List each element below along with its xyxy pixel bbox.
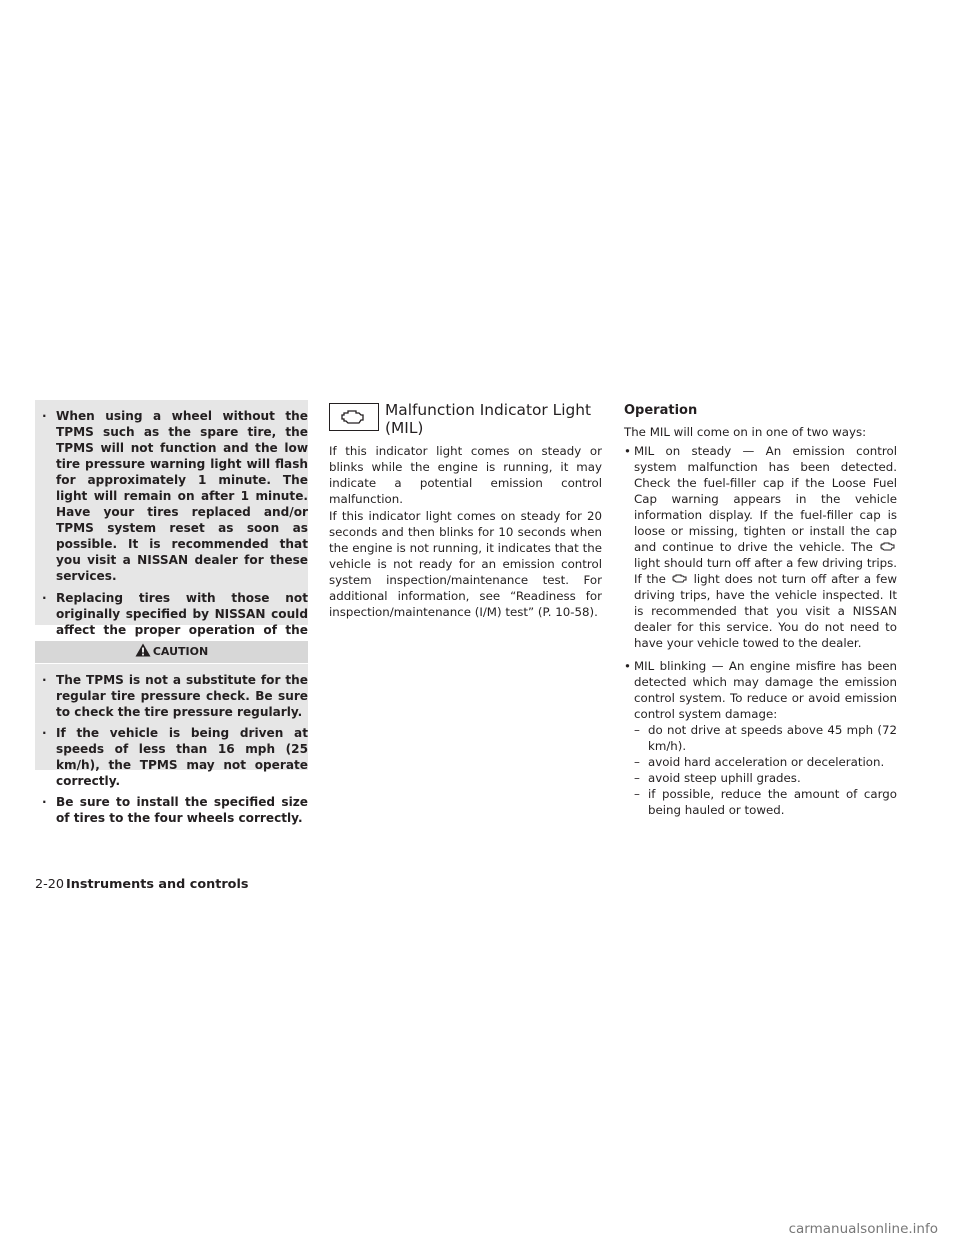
- mil-modes-list: [624, 443, 897, 825]
- warning-triangle-icon: [135, 643, 151, 657]
- list-item: · Replacing tires with those not originally specified by NISSAN could affect the proper operation of the: [42, 591, 308, 637]
- list-item: · When using a wheel without the TPMS such as the spare tire, the TPMS will not function and the low tire pressure warning light will flash for approximately 1 minute. The light will remain on after 1 minute. Have your tires replaced and/or TPMS system reset as soon as possible. It is recommended that you visit a NISSAN dealer for these services.: [42, 409, 308, 583]
- list-item: • MIL blinking — An engine misfire has been detected which may damage the emission control system. To reduce or avoid emission control system damage: – do not drive at speeds above 45 mph (72 km/h). – avoid hard acceleration or deceleration. – avoid steep uphill grades. – if possible, reduce the amount of cargo being hauled or towed.: [624, 659, 897, 817]
- list-item: • MIL on steady — An emission control system malfunction has been detected. Check the fuel-filler cap if the Loose Fuel Cap warning appears in the vehicle information display. If the fuel-filler cap is loose or missing, tighten or install the cap and continue to drive the vehicle. The light should turn off after a few driving trips. If the light does not turn off after a few driving trips, have the vehicle inspected. It is recommended that you visit a NISSAN dealer for this service. You do not need to have your vehicle towed to the dealer.: [624, 444, 898, 650]
- page-footer: [35, 877, 248, 893]
- sub-list-item: – do not drive at speeds above 45 mph (72 km/h).: [634, 723, 897, 753]
- list-item: · Be sure to install the specified size of tires to the four wheels correctly.: [42, 795, 308, 825]
- page-number: 2-20: [35, 877, 65, 892]
- warning-box: [35, 400, 308, 637]
- warning-list: [35, 408, 308, 654]
- caution-label: CAUTION: [152, 645, 209, 658]
- sub-list-item: – avoid hard acceleration or deceleration.: [634, 755, 885, 769]
- paragraph: The MIL will come on in one of two ways:: [624, 425, 867, 439]
- caution-list: [35, 672, 308, 826]
- watermark: carmanualsonline.info: [788, 1221, 938, 1237]
- list-item: · If the vehicle is being driven at speeds of less than 16 mph (25 km/h), the TPMS may not operate correctly.: [42, 726, 308, 788]
- engine-check-icon: [671, 572, 689, 584]
- caution-header: [35, 641, 308, 663]
- caution-box: [35, 664, 308, 825]
- list-item: · The TPMS is not a substitute for the regular tire pressure check. Be sure to check the tire pressure regularly.: [42, 673, 308, 719]
- section-title: Malfunction Indicator Light (MIL): [385, 401, 592, 437]
- paragraph: If this indicator light comes on steady for 20 seconds and then blinks for 10 seconds when the engine is not running, it indicates that the vehicle is not ready for an emission control system inspection/maintenance test. For additional information, see “Readiness for inspection/maintenance (I/M) test” (P. 10-58).: [329, 509, 602, 619]
- sub-list: [634, 722, 897, 818]
- section-name: Instruments and controls: [66, 877, 249, 892]
- sub-list-item: – avoid steep uphill grades.: [634, 771, 801, 785]
- subsection-heading: Operation: [624, 403, 698, 418]
- engine-check-icon: [879, 540, 897, 552]
- sub-list-item: – if possible, reduce the amount of cargo being hauled or towed.: [634, 787, 897, 817]
- paragraph: If this indicator light comes on steady or blinks while the engine is running, it may indicate a potential emission control malfunction.: [329, 444, 602, 506]
- engine-check-icon: [329, 403, 379, 431]
